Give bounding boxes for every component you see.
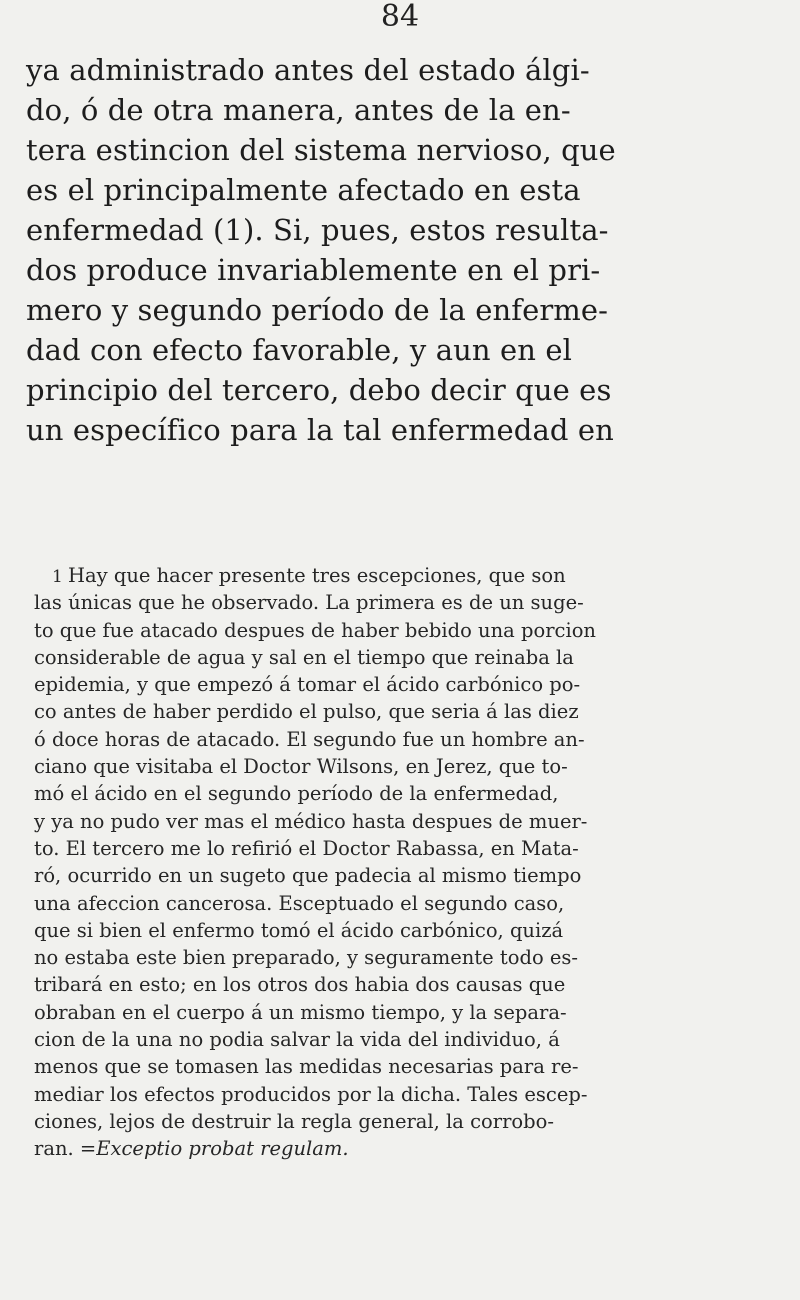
footnote-line: ciones, lejos de destruir la regla general, la corrobo- bbox=[34, 1109, 554, 1133]
footnote-line: considerable de agua y sal en el tiempo que reinaba la bbox=[34, 645, 574, 669]
footnote-line: y ya no pudo ver mas el médico hasta despues de muer- bbox=[34, 809, 588, 833]
footnote-line: to. El tercero me lo refirió el Doctor Rabassa, en Mata- bbox=[34, 836, 579, 860]
body-line: do, ó de otra manera, antes de la en- bbox=[26, 93, 571, 127]
footnote-first-line bbox=[34, 562, 784, 589]
footnote-last-line bbox=[34, 1135, 784, 1162]
body-line: ya administrado antes del estado álgi- bbox=[26, 53, 590, 87]
latin-maxim: Exceptio probat regulam. bbox=[96, 1137, 349, 1161]
footnote-line: ó doce horas de atacado. El segundo fue un hombre an- bbox=[34, 727, 585, 751]
body-line: dad con efecto favorable, y aun en el bbox=[26, 333, 572, 367]
footnote-line: que si bien el enfermo tomó el ácido carbónico, quizá bbox=[34, 918, 564, 942]
footnote-line: mó el ácido en el segundo período de la enfermedad, bbox=[34, 782, 559, 806]
body-line: es el principalmente afectado en esta bbox=[26, 173, 581, 207]
footnote-line: tribará en esto; en los otros dos habia dos causas que bbox=[34, 973, 566, 997]
footnote-line: ciano que visitaba el Doctor Wilsons, en Jerez, que to- bbox=[34, 755, 568, 779]
body-line: tera estincion del sistema nervioso, que bbox=[26, 133, 616, 167]
footnote-line: las únicas que he observado. La primera es de un suge- bbox=[34, 591, 584, 615]
body-line: mero y segundo período de la enferme- bbox=[26, 293, 609, 327]
footnote-marker: 1 bbox=[52, 567, 63, 587]
footnote-line: una afeccion cancerosa. Esceptuado el segundo caso, bbox=[34, 891, 565, 915]
footnote-line: obraban en el cuerpo á un mismo tiempo, y la separa- bbox=[34, 1000, 567, 1024]
footnote-last-line-prefix: ran. = bbox=[34, 1137, 97, 1161]
footnote-line: epidemia, y que empezó á tomar el ácido carbónico po- bbox=[34, 673, 581, 697]
footnote-line: menos que se tomasen las medidas necesarias para re- bbox=[34, 1055, 579, 1079]
body-line: enfermedad (1). Si, pues, estos resulta- bbox=[26, 213, 609, 247]
footnote-line: cion de la una no podia salvar la vida del individuo, á bbox=[34, 1028, 560, 1052]
footnote-line: no estaba este bien preparado, y seguramente todo es- bbox=[34, 946, 579, 970]
main-text bbox=[26, 50, 786, 450]
footnote-line-text: Hay que hacer presente tres escepciones, que son bbox=[68, 564, 566, 587]
footnote bbox=[34, 562, 784, 1163]
footnote-line: ró, ocurrido en un sugeto que padecia al mismo tiempo bbox=[34, 864, 582, 888]
body-line: dos produce invariablemente en el pri- bbox=[26, 253, 601, 287]
footnote-line: co antes de haber perdido el pulso, que seria á las diez bbox=[34, 700, 579, 724]
page-number: 84 bbox=[380, 0, 420, 34]
footnote-line: mediar los efectos producidos por la dicha. Tales escep- bbox=[34, 1082, 588, 1106]
body-line: principio del tercero, debo decir que es bbox=[26, 373, 612, 407]
footnote-line: to que fue atacado despues de haber bebido una porcion bbox=[34, 618, 596, 642]
body-line: un específico para la tal enfermedad en bbox=[26, 413, 614, 447]
